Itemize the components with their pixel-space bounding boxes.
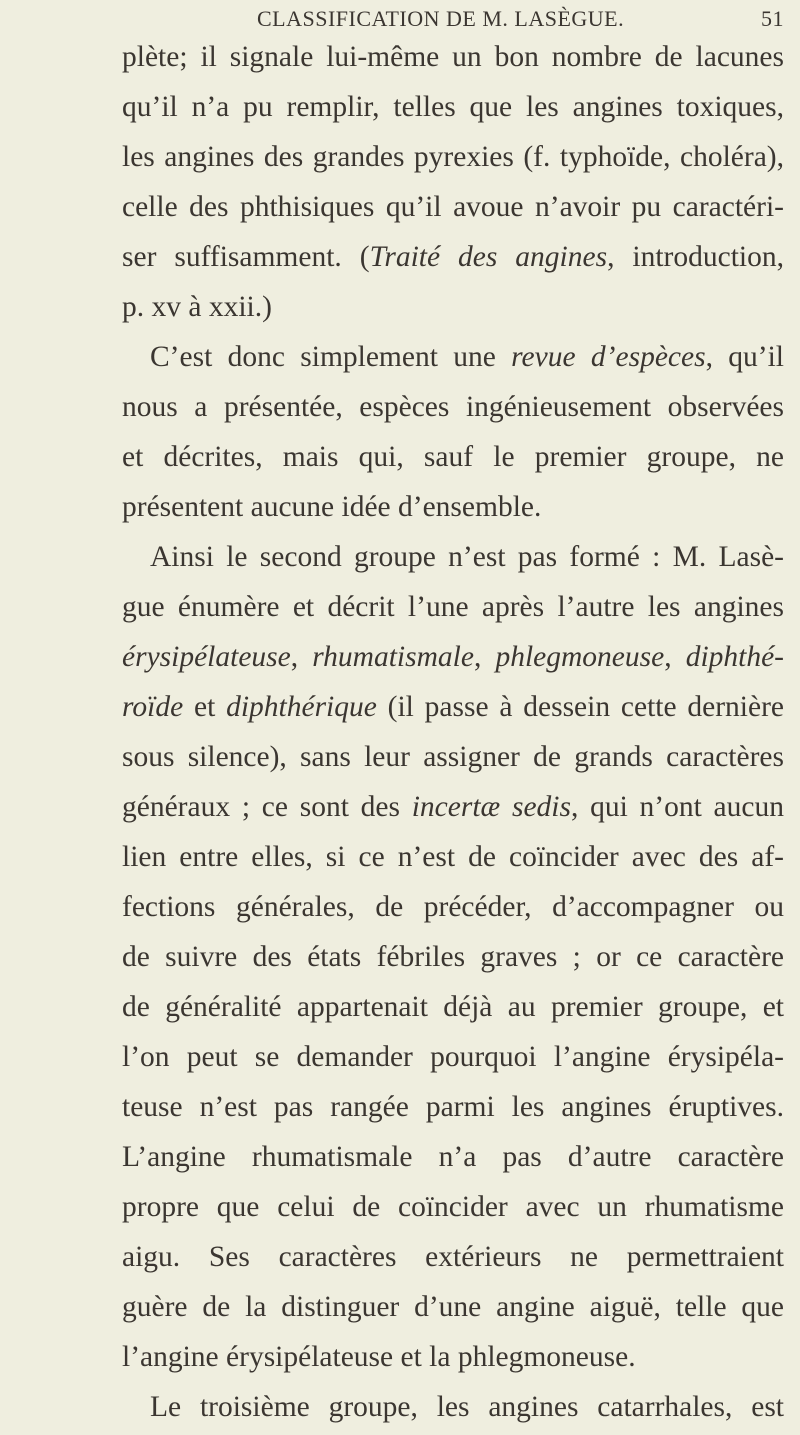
running-title: CLASSIFICATION DE M. LASÈGUE.: [257, 6, 625, 31]
text-segment: et: [183, 691, 227, 723]
text-line: [122, 1032, 784, 1082]
text-segment: l’angine érysipélateuse et la phlegmoneuse.: [122, 1341, 636, 1373]
italic-text: rhumatismale: [312, 641, 474, 673]
text-segment: plète; il signale lui-même un bon nombre de lacunes: [122, 41, 784, 73]
italic-text: érysipélateuse: [122, 641, 291, 673]
italic-text: diphthérique: [226, 691, 377, 723]
italic-text: revue d’espèces: [511, 341, 706, 373]
text-segment: guère de la distinguer d’une angine aiguë, telle que: [122, 1291, 784, 1323]
text-segment: qu’il n’a pu remplir, telles que les angines toxiques,: [122, 91, 784, 123]
text-line: [122, 682, 784, 732]
text-line: [122, 1282, 784, 1332]
text-line: [122, 282, 784, 332]
text-segment: présentent aucune idée d’ensemble.: [122, 491, 542, 523]
text-line: [122, 132, 784, 182]
text-line: [122, 632, 784, 682]
text-line: [122, 932, 784, 982]
italic-text: Traité des angines: [369, 241, 608, 273]
text-segment: l’on peut se demander pourquoi l’angine érysipéla-: [122, 1041, 784, 1073]
running-header: [122, 2, 784, 36]
text-line: [122, 432, 784, 482]
text-segment: ,: [664, 641, 686, 673]
text-segment: Ainsi le second groupe n’est pas formé : M. Lasè-: [150, 541, 784, 573]
text-line: [122, 882, 784, 932]
text-line: [122, 532, 784, 582]
text-segment: fections générales, de précéder, d’accompagner ou: [122, 891, 784, 923]
text-segment: aigu. Ses caractères extérieurs ne permettraient: [122, 1241, 784, 1273]
italic-text: roïde: [122, 691, 184, 723]
text-segment: sous silence), sans leur assigner de grands caractères: [122, 741, 784, 773]
text-line: [122, 1132, 784, 1182]
text-segment: généraux ; ce sont des: [122, 791, 412, 823]
italic-text: diphthé-: [685, 641, 784, 673]
text-line: [122, 582, 784, 632]
text-segment: propre que celui de coïncider avec un rhumatisme: [122, 1191, 784, 1223]
text-segment: celle des phthisiques qu’il avoue n’avoir pu caractéri-: [122, 191, 784, 223]
italic-text: incertæ sedis: [411, 791, 571, 823]
text-segment: , qu’il: [705, 341, 784, 373]
page-number: 51: [761, 6, 784, 31]
text-segment: (il passe à dessein cette dernière: [376, 691, 784, 723]
text-line: [122, 1182, 784, 1232]
text-segment: C’est donc simplement une: [150, 341, 512, 373]
text-segment: , qui n’ont aucun: [570, 791, 784, 823]
text-segment: ser suffisamment. (: [122, 241, 370, 273]
text-segment: L’angine rhumatismale n’a pas d’autre caractère: [122, 1141, 784, 1173]
text-line: [122, 782, 784, 832]
text-segment: nous a présentée, espèces ingénieusement observées: [122, 391, 784, 423]
text-line: [122, 1332, 784, 1382]
text-segment: teuse n’est pas rangée parmi les angines éruptives.: [122, 1091, 784, 1123]
text-segment: les angines des grandes pyrexies (f. typhoïde, choléra),: [122, 141, 784, 173]
text-line: [122, 32, 784, 82]
text-line: [122, 832, 784, 882]
text-line: [122, 482, 784, 532]
text-segment: ,: [473, 641, 496, 673]
text-line: [122, 182, 784, 232]
text-segment: , introduction,: [607, 241, 784, 273]
text-line: [122, 732, 784, 782]
text-line: [122, 1382, 784, 1432]
body-text: [122, 32, 784, 1432]
text-segment: de suivre des états fébriles graves ; or ce caractère: [122, 941, 784, 973]
text-line: [122, 982, 784, 1032]
text-segment: p. xv à xxii.): [122, 291, 272, 323]
text-segment: ,: [290, 641, 313, 673]
text-line: [122, 332, 784, 382]
text-line: [122, 382, 784, 432]
text-line: [122, 1232, 784, 1282]
text-segment: de généralité appartenait déjà au premier groupe, et: [122, 991, 784, 1023]
text-line: [122, 232, 784, 282]
text-segment: et décrites, mais qui, sauf le premier groupe, ne: [122, 441, 784, 473]
text-segment: gue énumère et décrit l’une après l’autre les angines: [122, 591, 784, 623]
text-segment: Le troisième groupe, les angines catarrhales, est: [150, 1391, 784, 1423]
text-segment: lien entre elles, si ce n’est de coïncider avec des af-: [122, 841, 784, 873]
text-line: [122, 1082, 784, 1132]
text-line: [122, 82, 784, 132]
italic-text: phlegmoneuse: [495, 641, 665, 673]
